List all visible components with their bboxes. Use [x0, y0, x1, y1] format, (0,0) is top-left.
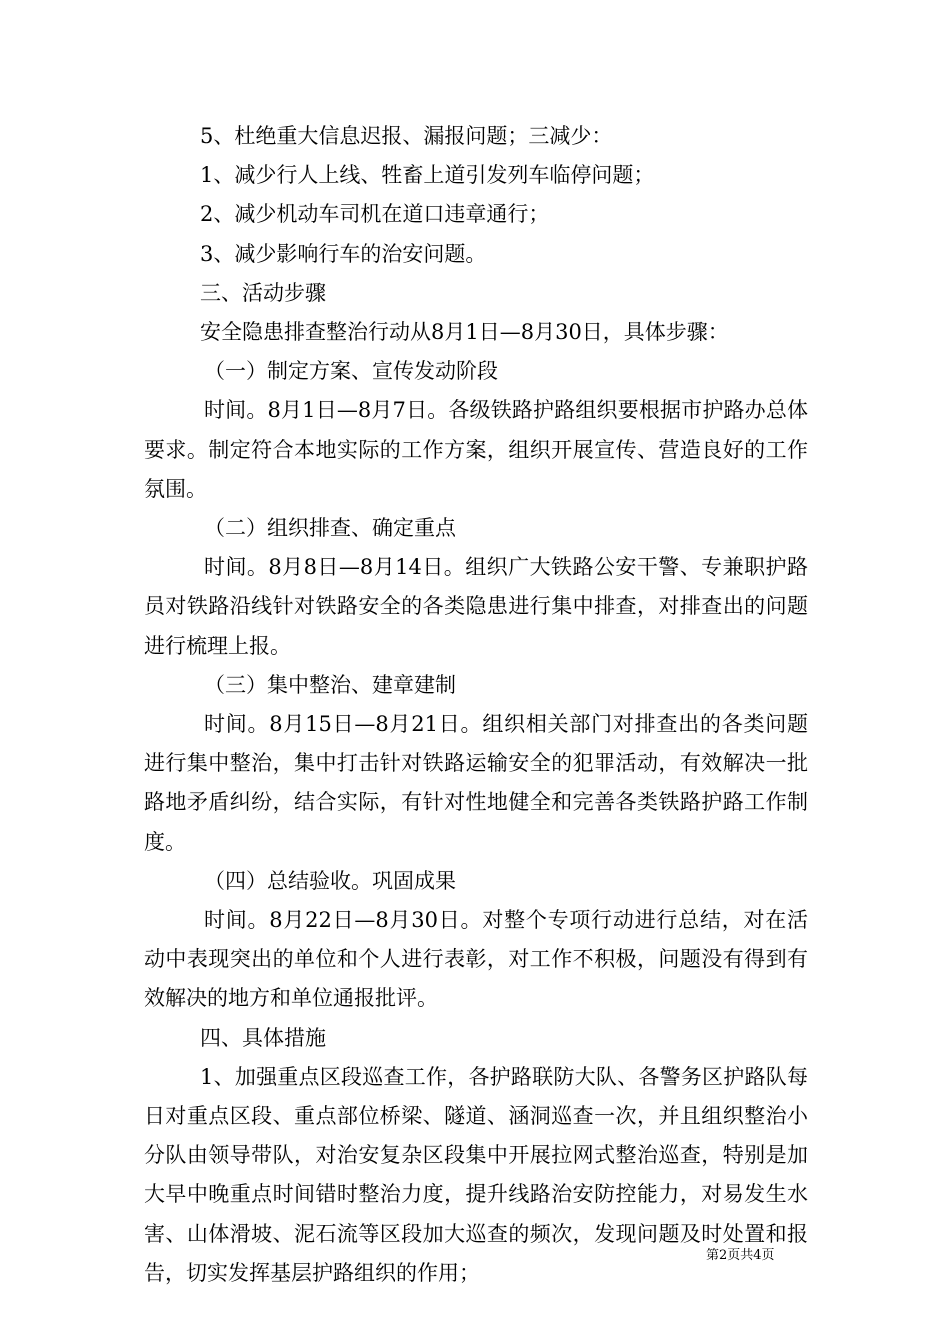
- paragraph-stage-2: 时间。8月8日—8月14日。组织广大铁路公安干警、专兼职护路员对铁路沿线针对铁路安全的各类隐患进行集中排查，对排查出的问题进行梳理上报。: [144, 555, 808, 658]
- paragraph-measure-1: 1、加强重点区段巡查工作，各护路联防大队、各警务区护路队每日对重点区段、重点部位桥梁、隧道、涵洞巡查一次，并且组织整治小分队由领导带队，对治安复杂区段集中开展拉网式整治巡查，特别是加大早中晚重点时间错时整治力度，提升线路治安防控能力，对易发生水害、山体滑坡、泥石流等区段加大巡查的频次，发现问题及时处置和报告，切实发挥基层护路组织的作用；: [144, 1064, 808, 1285]
- paragraph-stage-3: 时间。8月15日—8月21日。组织相关部门对排查出的各类问题进行集中整治，集中打击针对铁路运输安全的犯罪活动，有效解决一批路地矛盾纠纷，结合实际，有针对性地健全和完善各类铁路护路工作制度。: [144, 712, 808, 854]
- subheading-stage-4: （四）总结验收。巩固成果: [204, 868, 456, 893]
- subheading-stage-3: （三）集中整治、建章建制: [204, 672, 456, 697]
- document-body: [144, 117, 808, 1293]
- paragraph-measure-5: 5、杜绝重大信息迟报、漏报问题；三减少：: [200, 124, 613, 148]
- subheading-stage-2: （二）组织排查、确定重点: [204, 516, 456, 541]
- page-number: 第2页共4页: [706, 1248, 775, 1263]
- paragraph-reduce-3: 3、减少影响行车的治安问题。: [200, 241, 487, 266]
- paragraph-steps-intro: 安全隐患排查整治行动从8月1日—8月30日，具体步骤：: [200, 320, 729, 345]
- section-heading-steps: 三、活动步骤: [200, 280, 326, 305]
- paragraph-stage-4: 时间。8月22日—8月30日。对整个专项行动进行总结，对在活动中表现突出的单位和个人进行表彰，对工作不积极，问题没有得到有效解决的地方和单位通报批评。: [144, 908, 808, 1011]
- paragraph-stage-1: 时间。8月1日—8月7日。各级铁路护路组织要根据市护路办总体要求。制定符合本地实际的工作方案，组织开展宣传、营造良好的工作氛围。: [144, 398, 808, 501]
- paragraph-reduce-1: 1、减少行人上线、牲畜上道引发列车临停问题；: [200, 163, 655, 188]
- subheading-stage-1: （一）制定方案、宣传发动阶段: [204, 359, 498, 384]
- section-heading-measures: 四、具体措施: [200, 1025, 326, 1050]
- paragraph-reduce-2: 2、减少机动车司机在道口违章通行；: [200, 202, 550, 227]
